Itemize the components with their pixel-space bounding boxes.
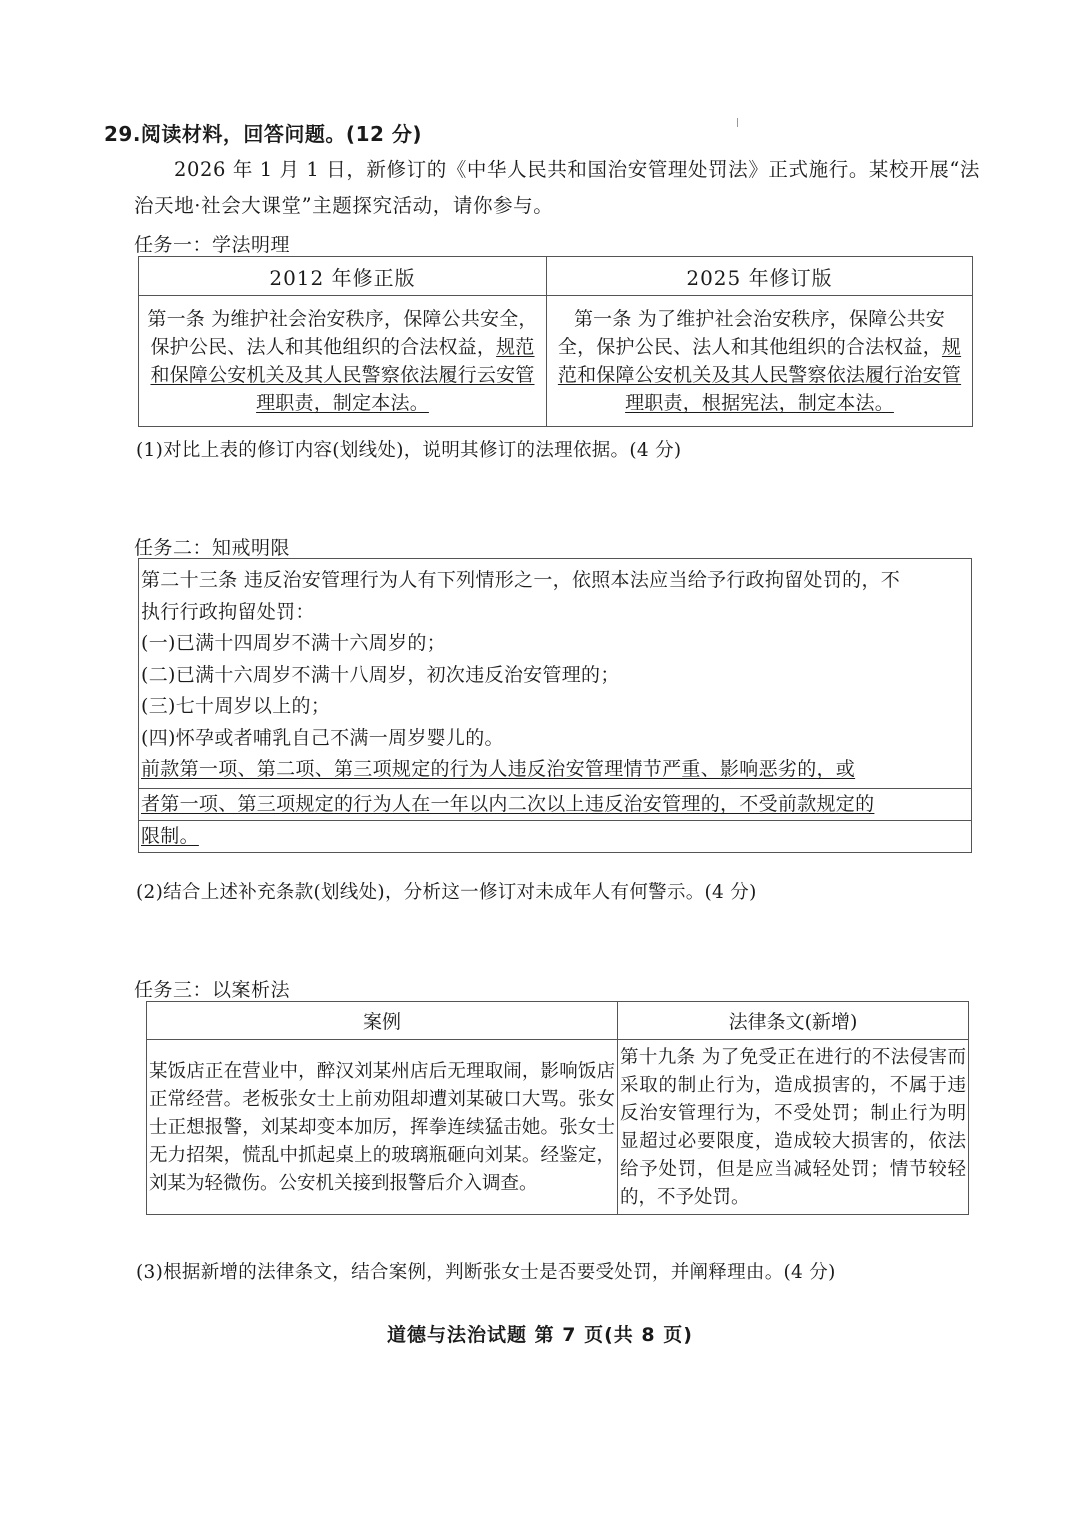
- article-2012-underlined: 规范和保障公安机关及其人民警察依法履行云安管理职责，制定本法。: [150, 336, 535, 414]
- question-3: (3)根据新增的法律条文，结合案例，判断张女士是否要受处罚，并阐释理由。(4 分): [136, 1262, 836, 1283]
- article-2025-text: 第一条 为了维护社会治安秩序，保障公共安全，保护公民、法人和其他组织的合法权益，: [557, 308, 946, 358]
- article-23-table: [138, 558, 972, 853]
- question-1: (1)对比上表的修订内容(划线处)，说明其修订的法理依据。(4 分): [136, 440, 682, 461]
- article-2012-text: 第一条 为维护社会治安秩序，保障公共安全，保护公民、法人和其他组织的合法权益，: [147, 308, 538, 358]
- task3-label: 任务三：以案析法: [134, 979, 291, 1001]
- scan-mark: [737, 118, 738, 127]
- question-2: (2)结合上述补充条款(划线处)，分析这一修订对未成年人有何警示。(4 分): [136, 882, 757, 903]
- question-intro: 2026 年 1 月 1 日，新修订的《中华人民共和国治安管理处罚法》正式施行。某校开展“法治天地·社会大课堂”主题探究活动，请你参与。: [134, 158, 981, 217]
- supplement-line: 前款第一项、第二项、第三项规定的行为人违反治安管理情节严重、影响恶劣的，或: [141, 758, 856, 780]
- supplement-line: 限制。: [139, 820, 972, 852]
- article-2025-underlined: 规范和保障公安机关及其人民警察依法履行治安管理职责，根据宪法，制定本法。: [557, 336, 962, 414]
- case-table: [146, 1001, 969, 1215]
- law-text: 第十九条 为了免受正在进行的不法侵害而采取的制止行为，造成损害的，不属于违反治安管理行为，不受处罚；制止行为明显超过必要限度，造成较大损害的，依法给予处罚，但是应当减轻处罚；情节较轻的，不予处罚。: [618, 1040, 969, 1215]
- task1-label: 任务一：学法明理: [134, 234, 291, 256]
- task2-label: 任务二：知戒明限: [134, 537, 291, 559]
- article-line: (二)已满十六周岁不满十八周岁，初次违反治安管理的；: [141, 663, 620, 686]
- article-line: (一)已满十四周岁不满十六周岁的；: [141, 632, 446, 654]
- case-text: 某饭店正在营业中，醉汉刘某州店后无理取闹，影响饭店正常经营。老板张女士上前劝阻却遭刘某破口大骂。张女士正想报警，刘某却变本加厉，挥拳连续猛击她。张女士无力招架，慌乱中抓起桌上的玻璃瓶砸向刘某。经鉴定，刘某为轻微伤。公安机关接到报警后介入调查。: [147, 1040, 618, 1215]
- article-line: 第二十三条 违反治安管理行为人有下列情形之一，依照本法应当给予行政拘留处罚的，不: [141, 569, 901, 591]
- comparison-table: [138, 256, 973, 427]
- article-line: (四)怀孕或者哺乳自己不满一周岁婴儿的。: [141, 726, 504, 749]
- article-2025: [547, 296, 973, 427]
- page-footer: 道德与法治试题 第 7 页(共 8 页): [387, 1324, 693, 1346]
- article-line: 执行行政拘留处罚：: [141, 600, 315, 623]
- article-23-main: [139, 559, 972, 789]
- question-title: 29.阅读材料，回答问题。(12 分): [104, 122, 423, 146]
- col-header-law: 法律条文(新增): [618, 1002, 969, 1040]
- col-header-2012: 2012 年修正版: [139, 257, 547, 296]
- supplement-line: 者第一项、第三项规定的行为人在一年以内二次以上违反治安管理的，不受前款规定的: [139, 788, 972, 820]
- article-line: (三)七十周岁以上的；: [141, 695, 331, 717]
- article-2012: [139, 296, 547, 427]
- col-header-case: 案例: [147, 1002, 618, 1040]
- col-header-2025: 2025 年修订版: [547, 257, 973, 296]
